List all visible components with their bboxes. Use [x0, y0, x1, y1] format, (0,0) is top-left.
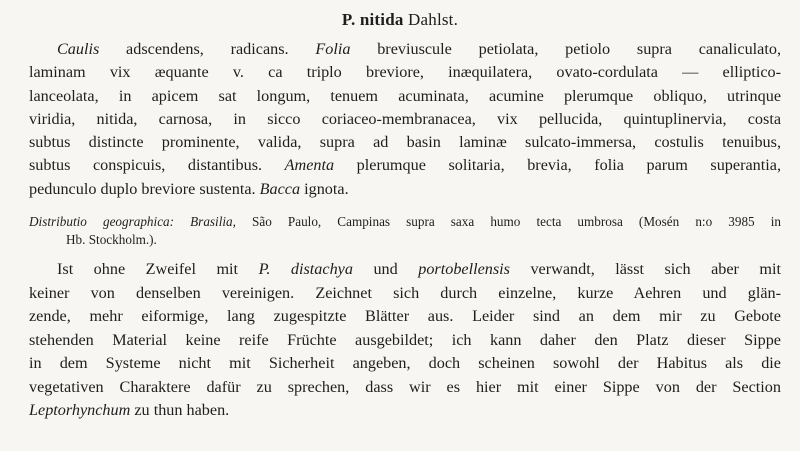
latin-line-5: subtus distincte prominente, valida, supra ad basin laminæ sulcato-immersa, costulis tenuibus,: [29, 133, 781, 152]
distribution-label: Distributio geographica:: [29, 214, 175, 229]
latin-line-2: laminam vix æquante v. ca triplo breviore, inæquilatera, ovato-cordulata — ellipticо-: [29, 63, 781, 82]
german-line-7: [29, 399, 781, 423]
latin-text: breviuscule petiolata, petiolo supra canaliculato,: [350, 40, 781, 58]
latin-text: adscendens, radicans.: [99, 40, 316, 58]
distribution-note: [29, 213, 781, 249]
term-portobellensis: portobellensis: [418, 260, 510, 278]
german-line-2: keiner von denselben vereinigen. Zeichnet sich durch einzelne, kurze Aehren und glän-: [29, 283, 781, 302]
page-title: [0, 10, 800, 30]
term-amenta: Amenta: [284, 156, 335, 175]
latin-line-1: [29, 38, 781, 61]
latin-text: plerumque solitaria, brevia, folia parum superantia,: [334, 156, 781, 175]
species-name: P. nitida: [341, 10, 404, 29]
latin-line-6: [29, 154, 781, 177]
term-folia: Folia: [315, 40, 351, 58]
term-p-distachya: P. distachya: [258, 260, 353, 278]
german-text: verwandt, lässt sich aber mit: [509, 260, 782, 278]
distribution-country: Brasilia,: [190, 214, 236, 229]
german-line-6: vegetativen Charaktere dafür zu sprechen, dass wir es hier mit einer Sippe von der Section: [29, 377, 781, 396]
distribution-locality: São Paulo, Campinas supra saxa humo tecta umbrosa (Mosén n:o 3985 in: [235, 214, 781, 229]
species-author: Dahlst.: [408, 10, 459, 29]
german-text: Ist ohne Zweifel mit: [57, 260, 259, 278]
term-leptorhynchum: Leptorhynchum: [29, 401, 131, 419]
distribution-line-1: [29, 213, 781, 231]
german-commentary: [29, 258, 781, 423]
german-line-4: stehenden Material keine reife Früchte ausgebildet; ich kann daher den Platz dieser Sippe: [29, 330, 781, 349]
latin-line-3: lanceolata, in apicem sat longum, tenuem acuminata, acumine plerumque obliquo, utrinque: [29, 86, 781, 105]
term-bacca: Bacca: [259, 179, 301, 198]
german-text: und: [352, 260, 419, 278]
german-line-1: [29, 258, 781, 282]
term-caulis: Caulis: [57, 40, 100, 58]
german-line-3: zende, mehr eiformige, lang zugespitzte Blätter aus. Leider sind an dem mir zu Gebote: [29, 307, 781, 325]
german-text: zu thun haben.: [130, 401, 230, 419]
german-line-5: in dem Systeme nicht mit Sicherheit angeben, doch scheinen sowohl der Habitus als die: [29, 354, 781, 372]
latin-line-7: [29, 178, 781, 201]
latin-description: [29, 38, 781, 201]
latin-text: pedunculo duplo breviore sustenta.: [29, 179, 260, 198]
latin-text: ignota.: [300, 179, 349, 198]
distribution-line-2: Hb. Stockholm.).: [66, 232, 157, 247]
latin-text: subtus conspicuis, distantibus.: [29, 156, 285, 175]
latin-line-4: viridia, nitida, carnosa, in sicco coriaceo-membranacea, vix pellucida, quintuplinervia, costa: [29, 109, 781, 128]
